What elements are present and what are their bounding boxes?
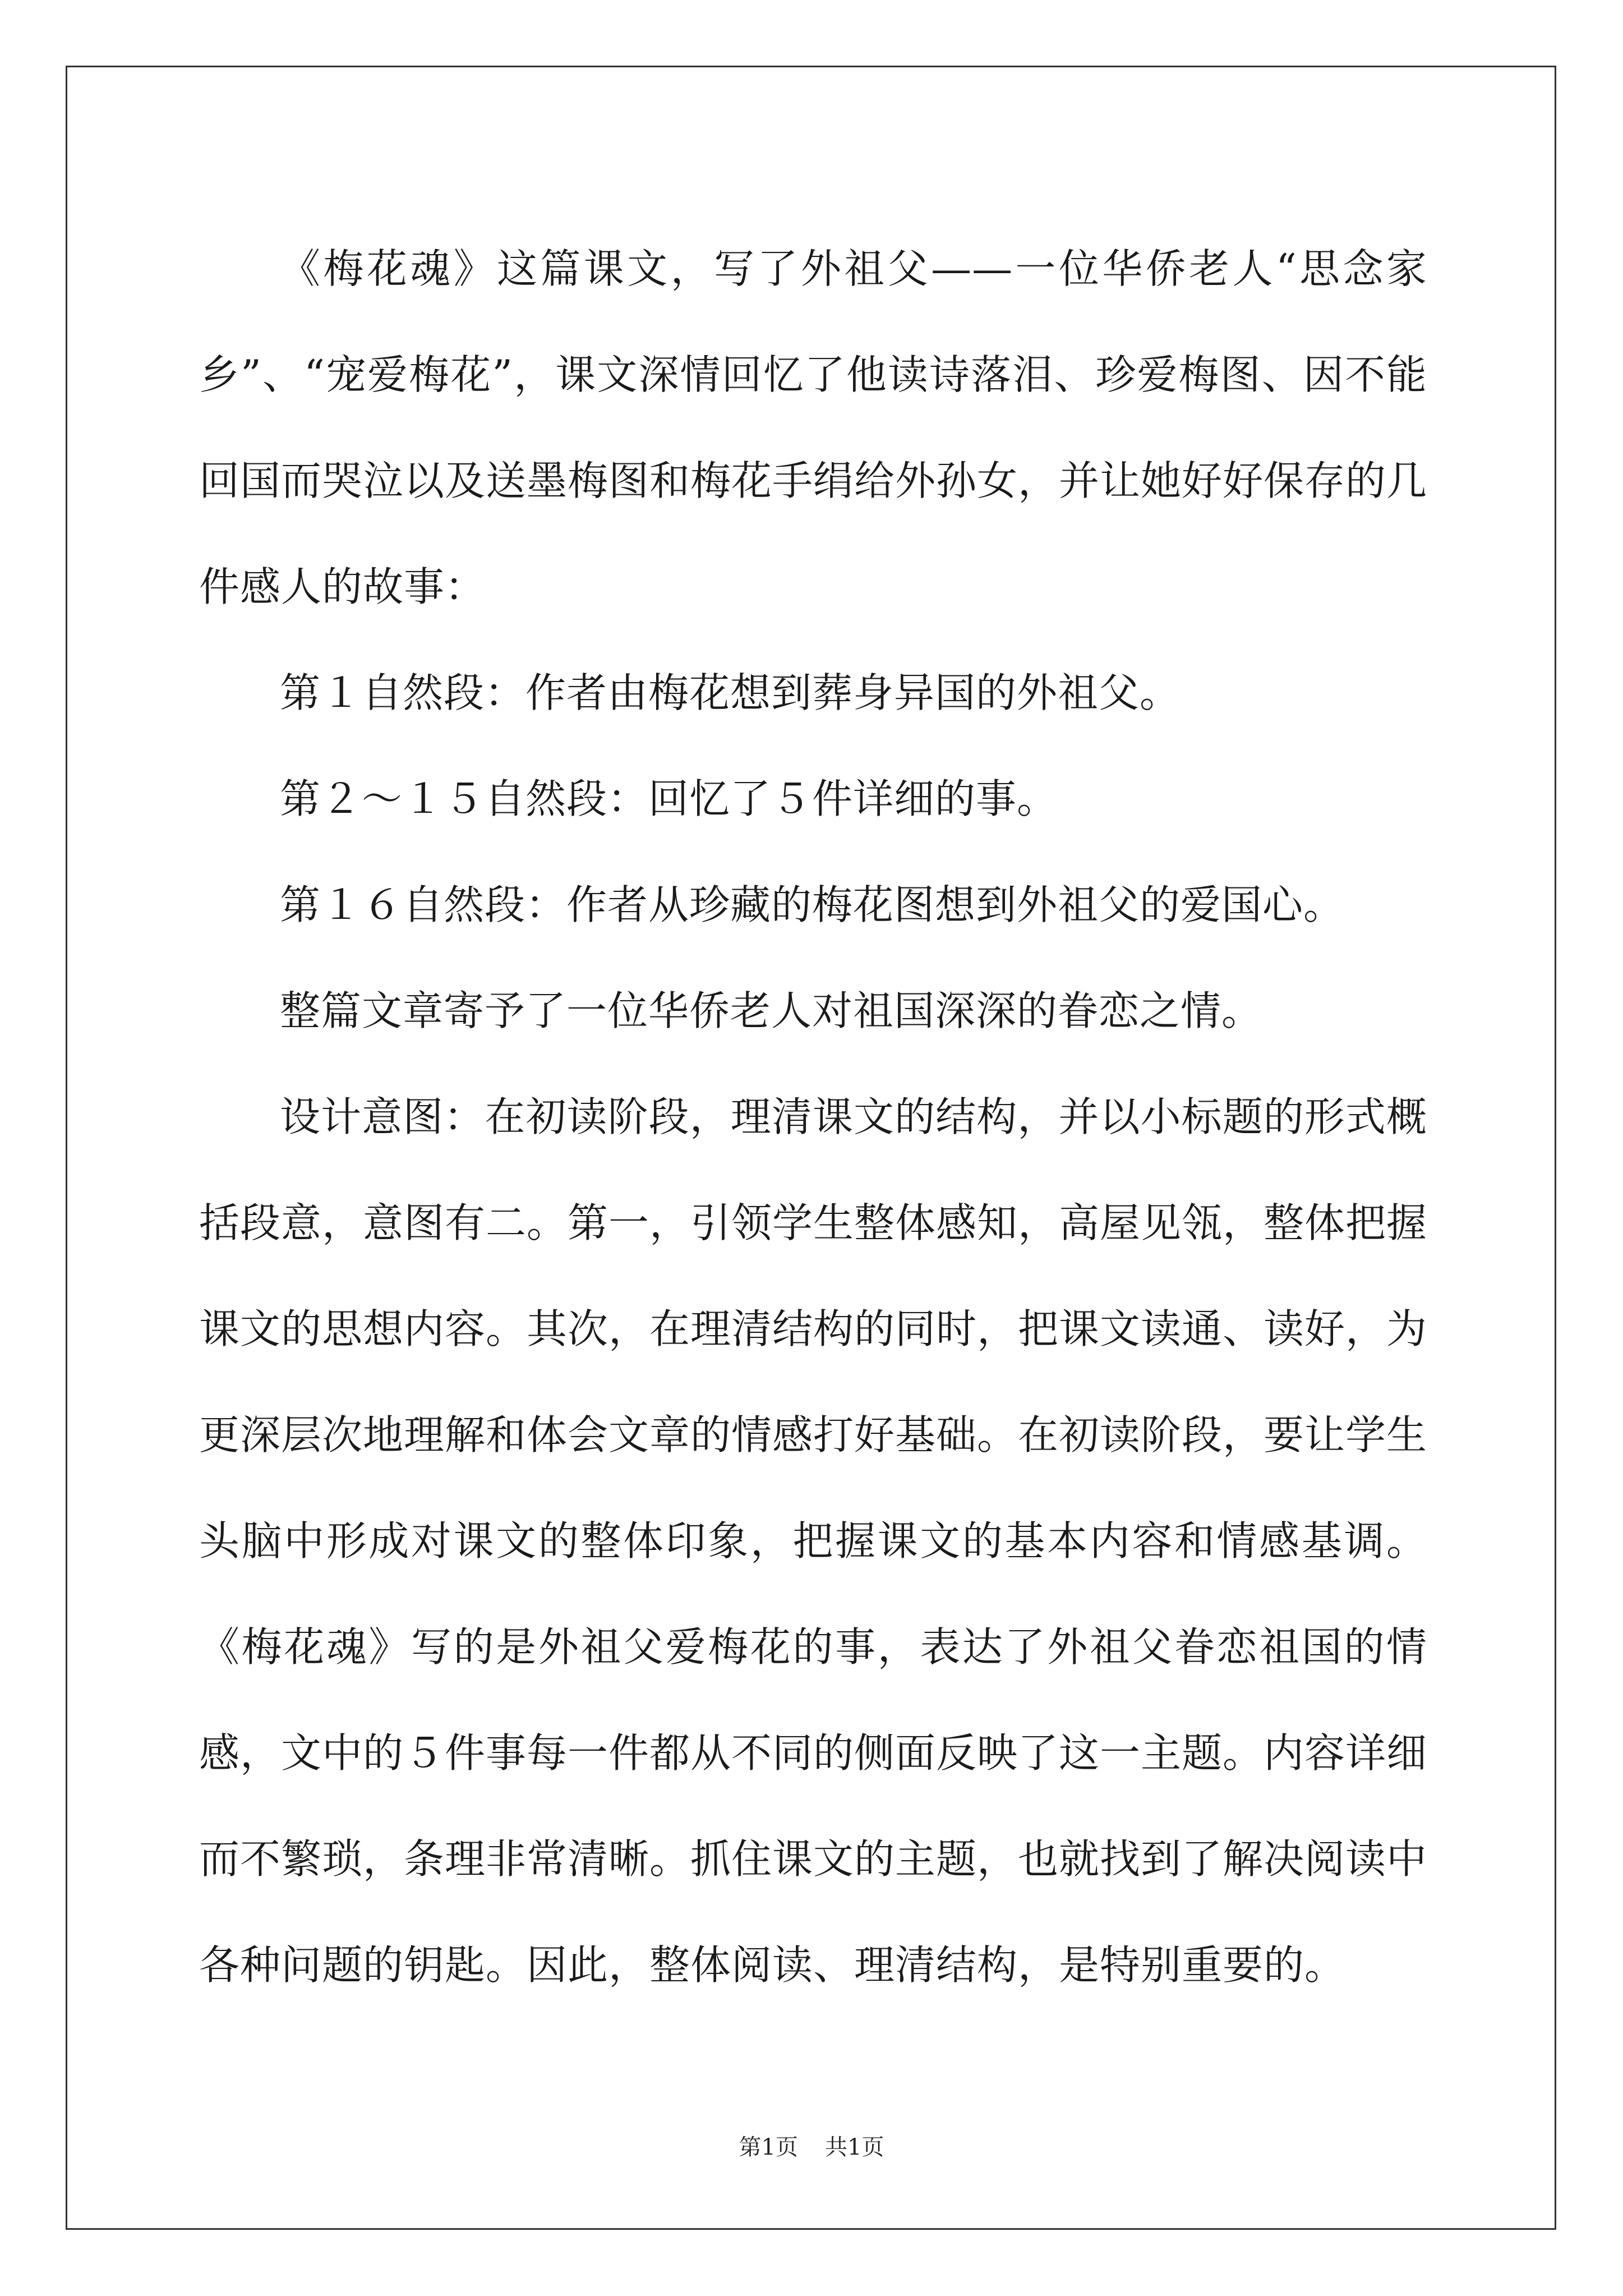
- document-body: [199, 216, 1427, 2018]
- paragraph-design-intent: 设计意图：在初读阶段，理清课文的结构，并以小标题的形式概括段意，意图有二。第一，引领学生整体感知，高屋见瓴，整体把握课文的思想内容。其次，在理清结构的同时，把课文读通、读好，为更深层次地理解和体会文章的情感打好基础。在初读阶段，要让学生头脑中形成对课文的整体印象，把握课文的基本内容和情感基调。《梅花魂》写的是外祖父爱梅花的事，表达了外祖父眷恋祖国的情感，文中的５件事每一件都从不同的侧面反映了这一主题。内容详细而不繁琐，条理非常清晰。抓住课文的主题，也就找到了解决阅读中各种问题的钥匙。因此，整体阅读、理清结构，是特别重要的。: [199, 1093, 1428, 1989]
- paragraph-intro: 《梅花魂》这篇课文，写了外祖父——一位华侨老人“思念家乡”、“宠爱梅花”，课文深情回忆了他读诗落泪、珍爱梅图、因不能回国而哭泣以及送墨梅图和梅花手绢给外孙女，并让她好好保存的几件感人的故事：: [199, 245, 1428, 610]
- page-number-current: 第1页: [739, 2134, 798, 2160]
- paragraph-summary: 整篇文章寄予了一位华侨老人对祖国深深的眷恋之情。: [280, 987, 1263, 1034]
- paragraph-section-2-15: 第２～１５自然段：回忆了５件详细的事。: [280, 775, 1058, 822]
- page-number-total: 共1页: [825, 2134, 884, 2160]
- paragraph-section-1: 第１自然段：作者由梅花想到葬身异国的外祖父。: [280, 669, 1181, 716]
- paragraph-section-16: 第１６自然段：作者从珍藏的梅花图想到外祖父的爱国心。: [280, 881, 1345, 928]
- page-footer: [0, 2132, 1623, 2163]
